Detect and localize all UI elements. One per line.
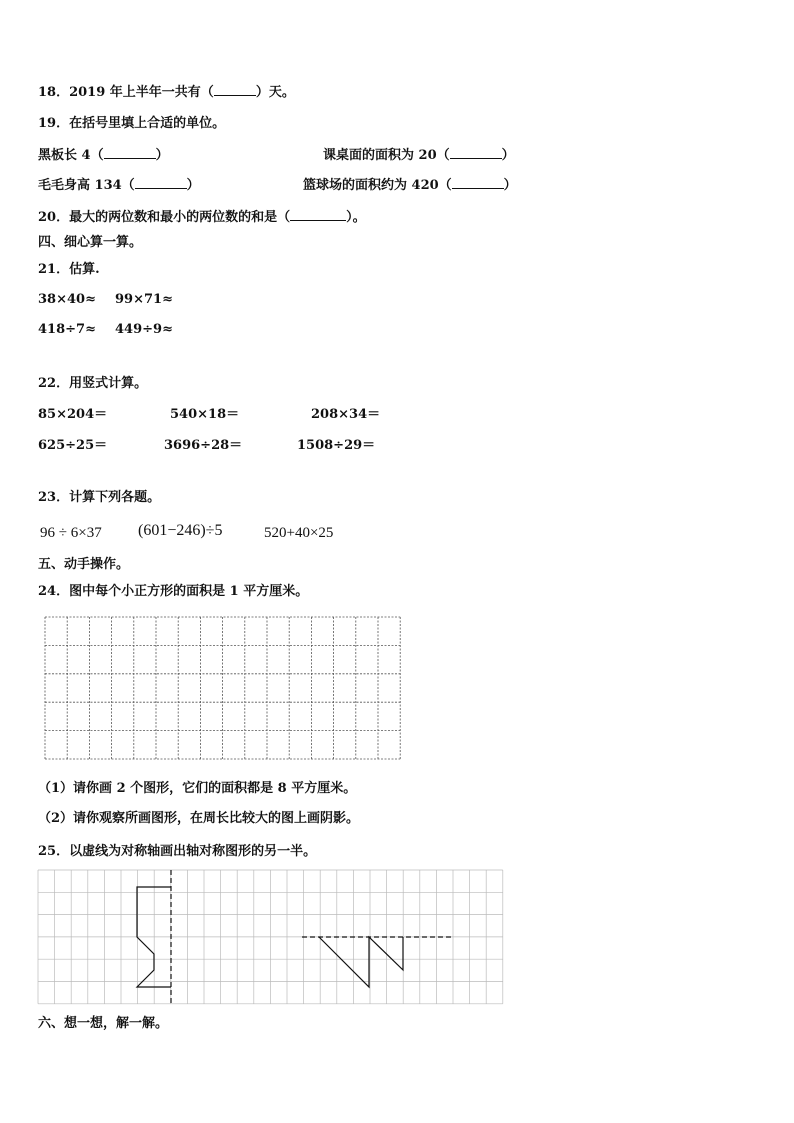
q19-right1: 课桌面的面积为 20（ ）	[323, 148, 515, 163]
q22-title: 22．用竖式计算。	[38, 376, 148, 391]
q25-title: 25．以虚线为对称轴画出轴对称图形的另一半。	[38, 844, 317, 859]
q23-expr-2: (601−246)÷5	[138, 522, 223, 539]
q22-expr-5: 3696÷28＝	[164, 438, 243, 453]
q24-square-grid[interactable]	[45, 617, 400, 759]
q19-left2: 毛毛身高 134（ ）	[38, 178, 200, 193]
q18-line: 18．2019 年上半年一共有（ ）天。	[38, 85, 295, 100]
q24-part-1: （1）请你画 2 个图形，它们的面积都是 8 平方厘米。	[38, 781, 357, 796]
q19-right2: 篮球场的面积约为 420（ ）	[303, 178, 517, 193]
q22-expr-4: 625÷25＝	[38, 438, 108, 453]
q23-expr-3: 520+40×25	[264, 525, 334, 541]
q22-expr-3: 208×34＝	[311, 407, 381, 422]
q19-left1: 黑板长 4（ ）	[38, 148, 169, 163]
q22-expr-6: 1508÷29＝	[297, 438, 376, 453]
section-4-heading: 四、细心算一算。	[38, 235, 143, 250]
q20-line: 20．最大的两位数和最小的两位数的和是（ ）。	[38, 210, 366, 225]
q25-right-shape	[319, 937, 403, 987]
q24-part-2: （2）请你观察所画图形，在周长比较大的图上画阴影。	[38, 811, 360, 826]
q19-title: 19．在括号里填上合适的单位。	[38, 116, 226, 131]
section-6-heading: 六、想一想，解一解。	[38, 1016, 169, 1031]
q21-title: 21．估算.	[38, 262, 100, 277]
q23-title: 23．计算下列各题。	[38, 490, 161, 505]
q22-expr-1: 85×204＝	[38, 407, 108, 422]
q21-expr-1: 38×40≈	[38, 292, 96, 307]
q23-expr-1: 96 ÷ 6×37	[40, 525, 102, 541]
q21-expr-4: 449÷9≈	[115, 322, 173, 337]
section-5-heading: 五、动手操作。	[38, 557, 130, 572]
q21-expr-3: 418÷7≈	[38, 322, 96, 337]
q21-expr-2: 99×71≈	[115, 292, 173, 307]
q24-title: 24．图中每个小正方形的面积是 1 平方厘米。	[38, 584, 309, 599]
q22-expr-2: 540×18＝	[170, 407, 240, 422]
